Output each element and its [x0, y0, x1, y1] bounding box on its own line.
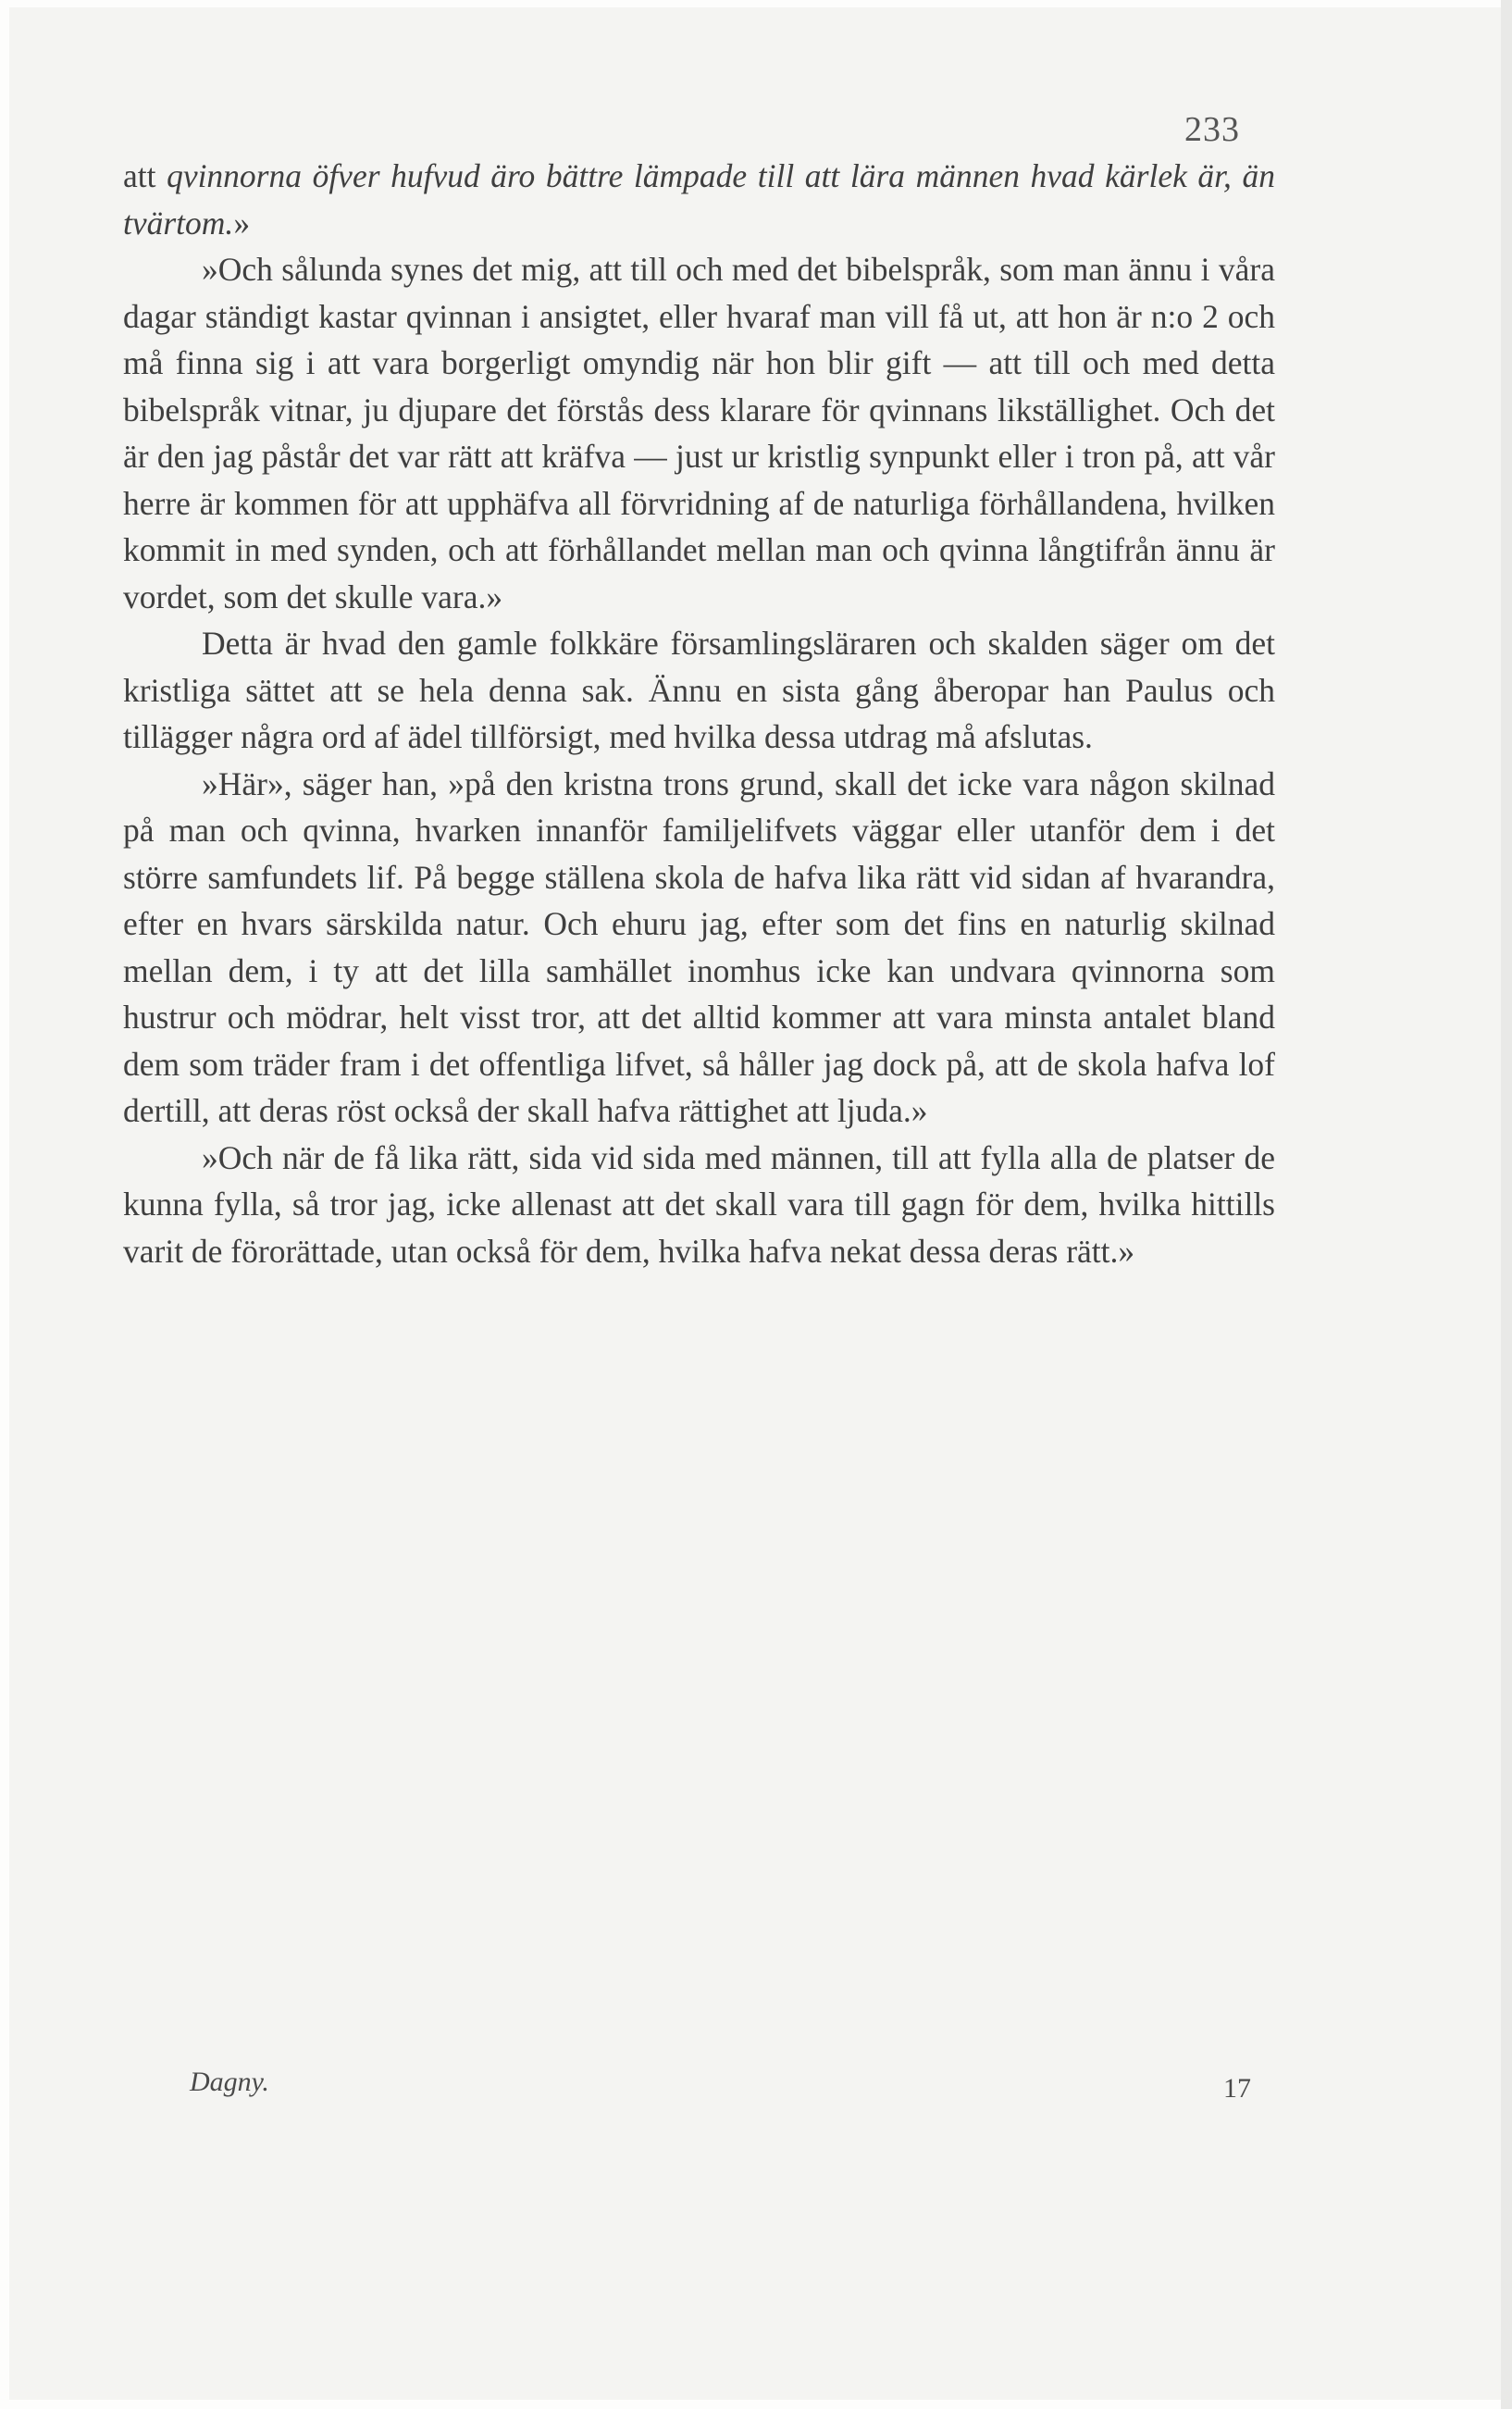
footer-sheet-number: 17 — [1223, 2073, 1251, 2104]
paragraph-1-end: » — [233, 204, 251, 242]
paragraph-4: »Här», säger han, »på den kristna trons grund, skall det icke vara någon skilnad på man och qvinna, hvarken innanför familjelifvets väggar eller utanför dem i det större samfundets lif. På begge ställena skola de hafva lika rätt vid sidan af hvarandra, efter en hvars särskilda natur. Och ehuru jag, efter som det fins en naturlig skilnad mellan dem, i ty att det lilla samhället inomhus icke kan undvara qvinnorna som hustrur och mödrar, helt visst tror, att det alltid kommer att vara minsta antalet bland dem som träder fram i det offentliga lifvet, så håller jag dock på, att de skola hafva lof dertill, att deras röst också der skall hafva rättighet att ljuda.» — [123, 764, 1275, 1129]
paragraph-continuation — [123, 153, 1275, 246]
body-text — [123, 153, 1275, 1274]
paragraph-1-start: att — [123, 157, 167, 194]
paragraph-5: »Och när de få lika rätt, sida vid sida med männen, till att fylla alla de platser de kunna fylla, så tror jag, icke allenast att det skall vara till gagn för dem, hvilka hittills varit de förorättade, utan också för dem, hvilka hafva nekat dessa deras rätt.» — [123, 1138, 1275, 1270]
footer-signature: Dagny. — [190, 2067, 269, 2097]
page-number: 233 — [1184, 110, 1240, 149]
scan-edge — [1501, 0, 1512, 2409]
paragraph-2: »Och sålunda synes det mig, att till och med det bibelspråk, som man ännu i våra dagar ständigt kastar qvinnan i ansigtet, eller hvaraf man vill få ut, att hon är n:o 2 och må finna sig i att vara borgerligt omyndig när hon blir gift — att till och med detta bibelspråk vitnar, ju djupare det förstås dess klarare för qvinnans likställighet. Och det är den jag påstår det var rätt att kräfva — just ur kristlig synpunkt eller i tron på, att vår herre är kommen för att upphäfva all förvridning af de naturliga förhållandena, hvilken kommit in med synden, och att förhållandet mellan man och qvinna långtifrån ännu är vordet, som det skulle vara.» — [123, 251, 1275, 615]
paragraph-3: Detta är hvad den gamle folkkäre församlingsläraren och skalden säger om det kristliga sättet att se hela denna sak. Ännu en sista gång åberopar han Paulus och tillägger några ord af ädel tillförsigt, med hvilka dessa utdrag må afslutas. — [123, 625, 1275, 755]
paragraph-1-emphasis: qvinnorna öfver hufvud äro bättre lämpade till att lära männen hvad kärlek är, än tvärtom. — [123, 157, 1275, 242]
